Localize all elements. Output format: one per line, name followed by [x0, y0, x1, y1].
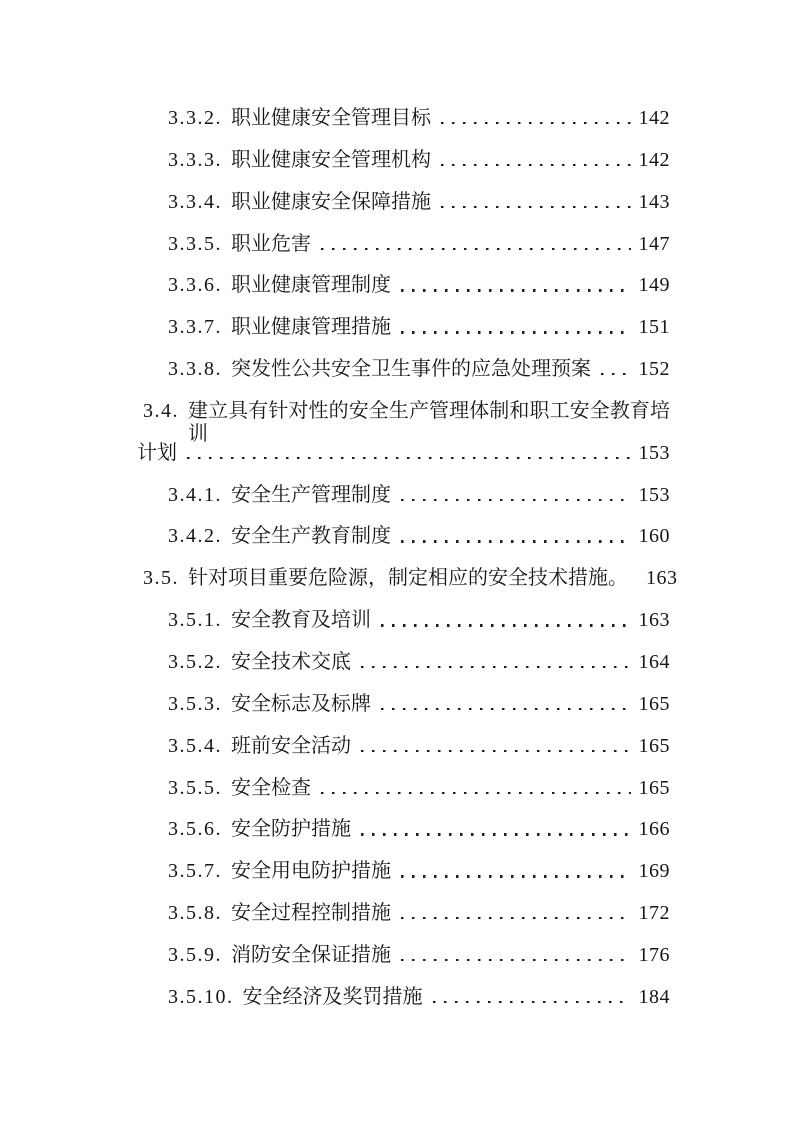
toc-entry-title: 安全生产教育制度	[231, 525, 391, 548]
toc-entry[interactable]	[137, 986, 670, 1028]
toc-entry[interactable]	[137, 902, 670, 944]
toc-entry-page: 176	[638, 943, 670, 966]
toc-entry-title: 安全经济及奖罚措施	[242, 985, 423, 1008]
toc-entry-page: 169	[638, 860, 670, 883]
toc-entry-number: 3.3.7.	[168, 316, 222, 339]
toc-entry-title: 安全检查	[231, 776, 311, 799]
toc-entry-title: 安全用电防护措施	[231, 860, 391, 883]
dot-leader	[601, 373, 631, 375]
toc-entry-number: 3.5.1.	[168, 609, 222, 632]
toc	[137, 107, 678, 1028]
dot-leader	[361, 833, 631, 835]
toc-entry-title: 突发性公共安全卫生事件的应急处理预案	[231, 358, 591, 381]
toc-entry-title: 职业健康安全管理机构	[231, 148, 431, 171]
toc-entry-number: 3.5.8.	[168, 902, 222, 925]
toc-entry-continuation[interactable]	[137, 442, 670, 484]
toc-entry[interactable]	[137, 860, 670, 902]
toc-entry-title-continued: 计划	[137, 441, 177, 464]
toc-entry-title: 职业健康管理措施	[231, 316, 391, 339]
dot-leader	[401, 540, 631, 542]
dot-leader	[321, 792, 631, 794]
dot-leader	[401, 875, 631, 877]
toc-entry-number: 3.5.2.	[168, 650, 222, 673]
toc-entry-title: 建立具有针对性的安全生产管理体制和职工安全教育培训	[188, 399, 670, 445]
toc-entry-page: 142	[638, 107, 670, 129]
toc-entry[interactable]	[137, 651, 670, 693]
toc-entry[interactable]	[137, 191, 670, 233]
toc-entry-number: 3.4.1.	[168, 483, 222, 506]
toc-entry-page: 147	[638, 232, 670, 255]
toc-entry-page: 160	[638, 525, 670, 548]
toc-entry-page: 142	[638, 148, 670, 171]
dot-leader	[187, 457, 631, 459]
toc-entry[interactable]	[137, 316, 670, 358]
toc-entry[interactable]	[137, 777, 670, 819]
toc-entry-title: 职业健康安全保障措施	[231, 190, 431, 213]
toc-entry[interactable]	[137, 609, 670, 651]
toc-entry-number: 3.3.5.	[168, 232, 222, 255]
toc-entry-number: 3.5.4.	[168, 734, 222, 757]
dot-leader	[401, 289, 631, 291]
toc-entry-page: 153	[638, 441, 670, 464]
dot-leader	[361, 750, 631, 752]
toc-entry[interactable]	[137, 525, 670, 567]
toc-entry-page: 164	[638, 650, 670, 673]
dot-leader	[401, 917, 631, 919]
toc-entry-number: 3.4.	[143, 399, 179, 422]
toc-entry[interactable]	[137, 149, 670, 191]
toc-entry-number: 3.5.7.	[168, 860, 222, 883]
toc-entry[interactable]	[137, 818, 670, 860]
toc-entry[interactable]	[137, 735, 670, 777]
toc-entry-title: 安全生产管理制度	[231, 483, 391, 506]
toc-entry-page: 143	[638, 190, 670, 213]
toc-entry-page: 165	[638, 776, 670, 799]
toc-entry-number: 3.5.10.	[168, 985, 234, 1008]
toc-entry[interactable]	[137, 107, 670, 149]
toc-entry-page: 149	[638, 274, 670, 297]
toc-entry-page: 165	[638, 734, 670, 757]
toc-entry[interactable]	[137, 567, 678, 609]
toc-entry-title: 消防安全保证措施	[231, 943, 391, 966]
toc-entry-page: 165	[638, 692, 670, 715]
toc-entry-number: 3.3.8.	[168, 358, 222, 381]
toc-entry-number: 3.5.9.	[168, 943, 222, 966]
toc-entry-page: 153	[638, 483, 670, 506]
dot-leader	[381, 624, 631, 626]
dot-leader	[381, 708, 631, 710]
dot-leader	[401, 499, 631, 501]
dot-leader	[441, 206, 631, 208]
dot-leader	[401, 959, 631, 961]
toc-entry-title: 安全教育及培训	[231, 609, 371, 632]
toc-entry-number: 3.3.6.	[168, 274, 222, 297]
toc-entry-page: 172	[638, 902, 670, 925]
toc-entry-page: 152	[638, 358, 670, 381]
toc-entry-number: 3.3.4.	[168, 190, 222, 213]
toc-entry-title: 职业健康安全管理目标	[231, 107, 431, 129]
toc-entry-number: 3.4.2.	[168, 525, 222, 548]
toc-entry-page: 166	[638, 818, 670, 841]
toc-entry[interactable]	[137, 693, 670, 735]
toc-entry-page: 163	[638, 609, 670, 632]
toc-entry-page: 151	[638, 316, 670, 339]
toc-entry-number: 3.5.5.	[168, 776, 222, 799]
toc-entry-title: 安全标志及标牌	[231, 692, 371, 715]
dot-leader	[441, 122, 631, 124]
toc-entry[interactable]	[137, 399, 670, 445]
toc-entry-number: 3.5.3.	[168, 692, 222, 715]
dot-leader	[441, 164, 631, 166]
toc-entry-page: 163	[646, 567, 678, 590]
toc-entry-page: 184	[638, 985, 670, 1008]
toc-entry-number: 3.3.2.	[168, 107, 222, 129]
dot-leader	[433, 1001, 631, 1003]
dot-leader	[361, 666, 631, 668]
toc-entry-number: 3.3.3.	[168, 148, 222, 171]
toc-entry-title: 班前安全活动	[231, 734, 351, 757]
toc-entry[interactable]	[137, 233, 670, 275]
toc-entry-title: 职业健康管理制度	[231, 274, 391, 297]
toc-entry[interactable]	[137, 944, 670, 986]
toc-entry-number: 3.5.6.	[168, 818, 222, 841]
toc-entry[interactable]	[137, 484, 670, 526]
dot-leader	[321, 248, 631, 250]
dot-leader	[401, 331, 631, 333]
toc-entry-number: 3.5.	[143, 567, 179, 590]
toc-entry-title: 安全防护措施	[231, 818, 351, 841]
toc-entry-title: 针对项目重要危险源，制定相应的安全技术措施。	[188, 567, 628, 590]
toc-entry[interactable]	[137, 274, 670, 316]
toc-entry-title: 安全过程控制措施	[231, 902, 391, 925]
toc-entry-title: 安全技术交底	[231, 650, 351, 673]
toc-entry[interactable]	[137, 358, 670, 400]
toc-entry-title: 职业危害	[231, 232, 311, 255]
